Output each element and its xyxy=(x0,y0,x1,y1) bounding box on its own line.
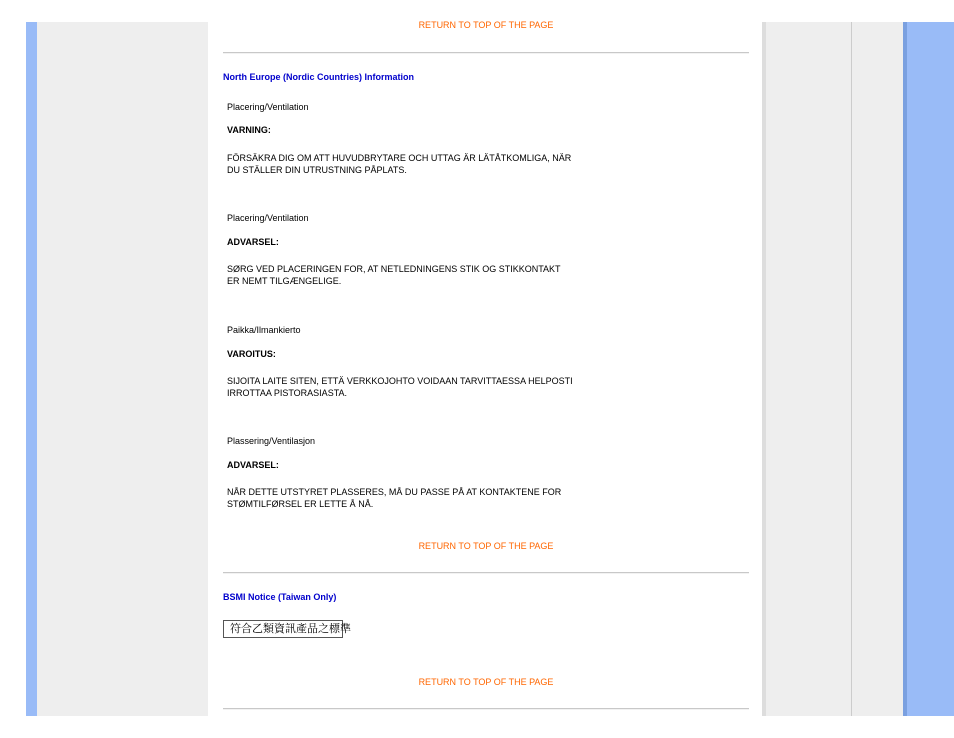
return-to-top-link[interactable]: RETURN TO TOP OF THE PAGE xyxy=(418,20,554,30)
warning-text-line: ER NEMT TILGÆNGELIGE. xyxy=(227,276,342,286)
nordic-heading: North Europe (Nordic Countries) Information xyxy=(223,72,414,82)
warning-label: VAROITUS: xyxy=(227,349,276,359)
section-subtitle: Placering/Ventilation xyxy=(227,102,309,112)
warning-text-line: SØRG VED PLACERINGEN FOR, AT NETLEDNINGENS STIK OG STIKKONTAKT xyxy=(227,264,561,274)
section-subtitle: Plassering/Ventilasjon xyxy=(227,436,316,446)
warning-text-line: DU STÄLLER DIN UTRUSTNING PÅPLATS. xyxy=(227,165,407,175)
left-gray-column xyxy=(37,22,208,716)
bsmi-heading: BSMI Notice (Taiwan Only) xyxy=(223,592,337,602)
warning-label: ADVARSEL: xyxy=(227,237,279,247)
warning-label: VARNING: xyxy=(227,125,271,135)
return-to-top-link[interactable]: RETURN TO TOP OF THE PAGE xyxy=(418,541,554,551)
divider xyxy=(223,52,749,54)
bsmi-notice-box: 符合乙類資訊產品之標準 xyxy=(223,620,343,638)
divider xyxy=(223,572,749,574)
divider xyxy=(223,708,749,710)
warning-text-line: IRROTTAA PISTORASIASTA. xyxy=(227,388,348,398)
warning-text-line: FÖRSÄKRA DIG OM ATT HUVUDBRYTARE OCH UTTAG ÄR LÄTÅTKOMLIGA, NÄR xyxy=(227,153,572,163)
warning-text-line: SIJOITA LAITE SITEN, ETTÄ VERKKOJOHTO VOIDAAN TARVITTAESSA HELPOSTI xyxy=(227,376,573,386)
right-gray-column-2 xyxy=(852,22,906,716)
warning-label: ADVARSEL: xyxy=(227,460,279,470)
left-blue-bar xyxy=(26,22,37,716)
warning-text-line: STØMTILFØRSEL ER LETTE Å NÅ. xyxy=(227,499,374,509)
warning-text-line: NÅR DETTE UTSTYRET PLASSERES, MÅ DU PASSE PÅ AT KONTAKTENE FOR xyxy=(227,487,562,497)
section-subtitle: Placering/Ventilation xyxy=(227,213,309,223)
right-gray-column xyxy=(766,22,851,716)
section-subtitle: Paikka/Ilmankierto xyxy=(227,325,301,335)
return-to-top-link[interactable]: RETURN TO TOP OF THE PAGE xyxy=(418,677,554,687)
right-blue-bar xyxy=(907,22,954,716)
